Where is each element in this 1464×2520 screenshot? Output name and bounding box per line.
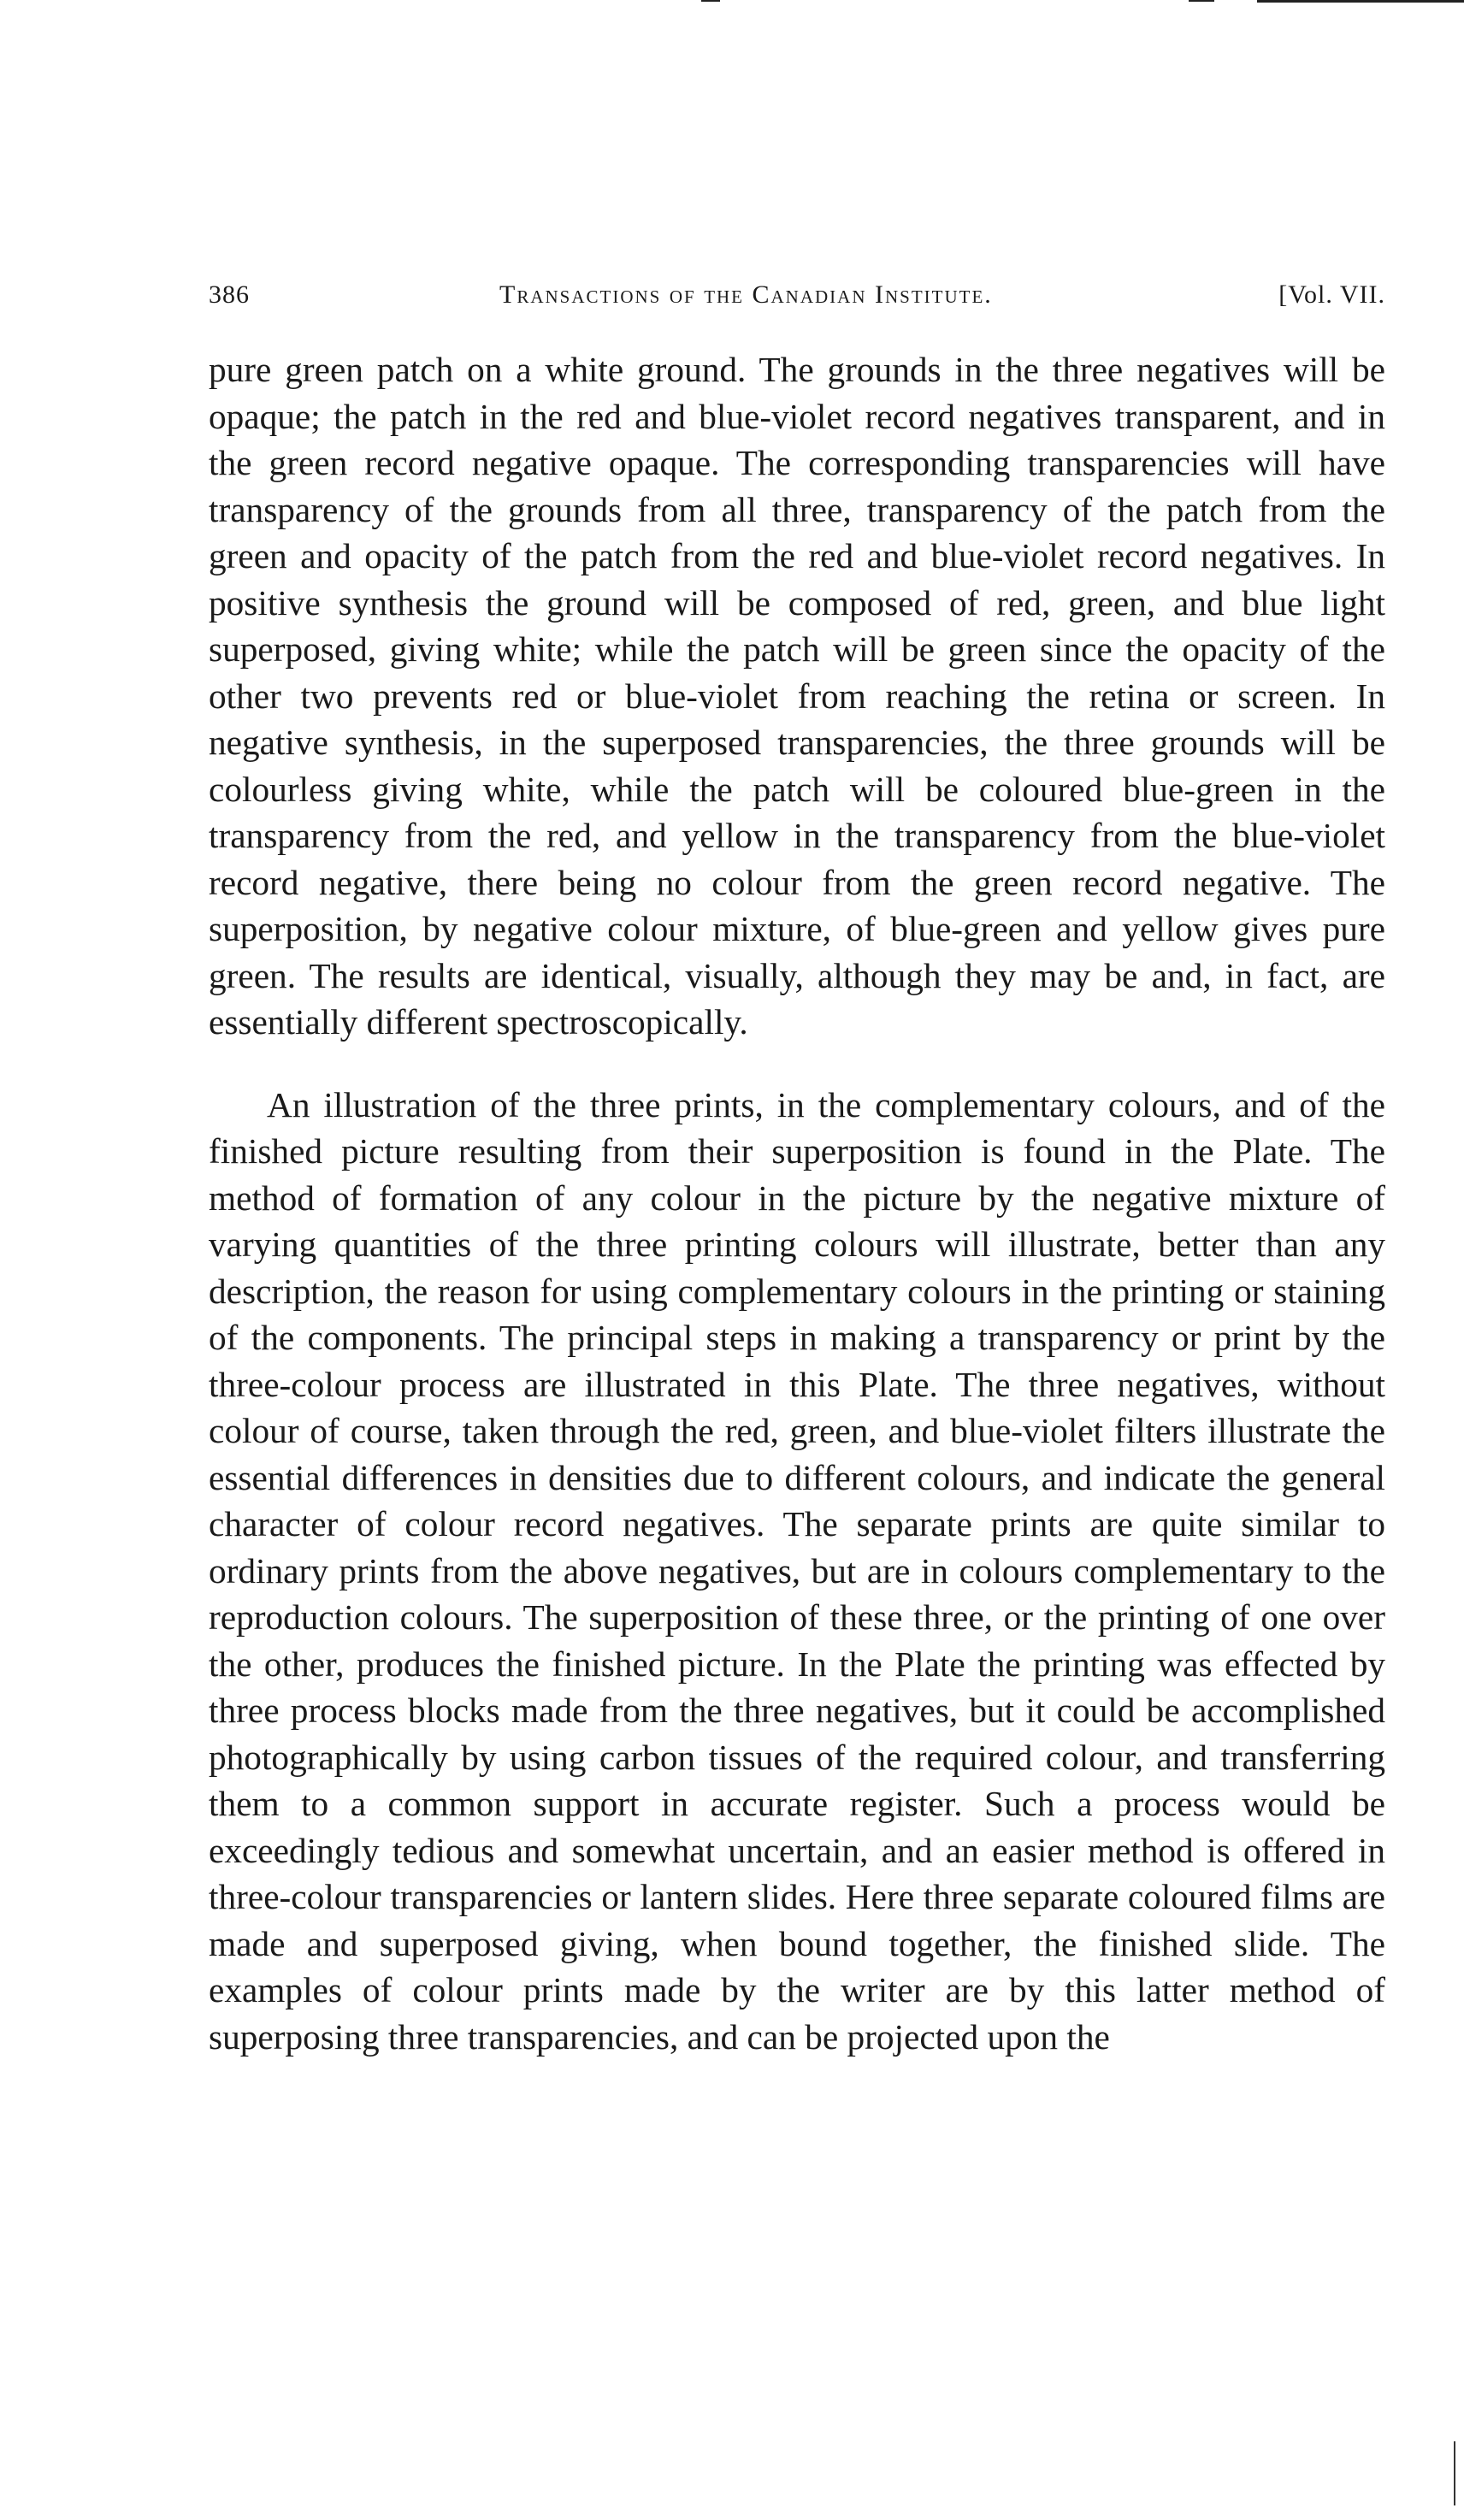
scan-artifact-line	[1257, 0, 1464, 3]
body-text	[209, 346, 1385, 2060]
page-number: 386	[209, 280, 250, 309]
running-head	[209, 280, 1385, 318]
scan-artifact-dash	[1189, 0, 1214, 2]
journal-title: Transactions of the Canadian Institute.	[499, 280, 993, 309]
paragraph-2: An illustration of the three prints, in the complementary colours, and of the finished picture resulting from their superposition is found in the Plate. The method of formation of any colour in the picture by the negative mixture of varying quantities of the three printing colours will illustrate, better than any description, the reason for using complementary colours in the printing or staining of the components. The principal steps in making a transparency or print by the three-colour process are illustrated in this Plate. The three negatives, without colour of course, taken through the red, green, and blue-violet filters illustrate the essential differences in densities due to different colours, and indicate the general character of colour record negatives. The separate prints are quite similar to ordinary prints from the above negatives, but are in colours complementary to the reproduction colours. The superposition of these three, or the printing of one over the other, produces the finished picture. In the Plate the printing was effected by three process blocks made from the three negatives, but it could be accomplished photographically by using carbon tissues of the required colour, and transferring them to a common support in accurate register. Such a process would be exceedingly tedious and somewhat uncertain, and an easier method is offered in three-colour transparencies or lantern slides. Here three separate coloured films are made and superposed giving, when bound together, the finished slide. The examples of colour prints made by the writer are by this latter method of superposing three transparencies, and can be projected upon the	[209, 1084, 1385, 2057]
scan-artifact-dash	[701, 0, 720, 2]
scan-edge-mark	[1454, 2441, 1455, 2505]
paragraph-1: pure green patch on a white ground. The grounds in the three negatives will be opaque; the patch in the red and blue-violet record negatives transparent, and in the green record negative opaque. The corresponding transparencies will have transparency of the grounds from all three, transparency of the patch from the green and opacity of the patch from the red and blue-violet record negatives. In positive synthesis the ground will be composed of red, green, and blue light superposed, giving white; while the patch will be green since the opacity of the other two prevents red or blue-violet from reaching the retina or screen. In negative synthesis, in the superposed transparencies, the three grounds will be colourless giving white, while the patch will be coloured blue-green in the transparency from the red, and yellow in the transparency from the blue-violet record negative, there being no colour from the green record negative. The superposition, by negative colour mixture, of blue-green and yellow gives pure green. The results are identical, visually, although they may be and, in fact, are essentially different spectroscopically.	[209, 350, 1385, 1042]
volume-label: [Vol. VII.	[1278, 280, 1385, 309]
